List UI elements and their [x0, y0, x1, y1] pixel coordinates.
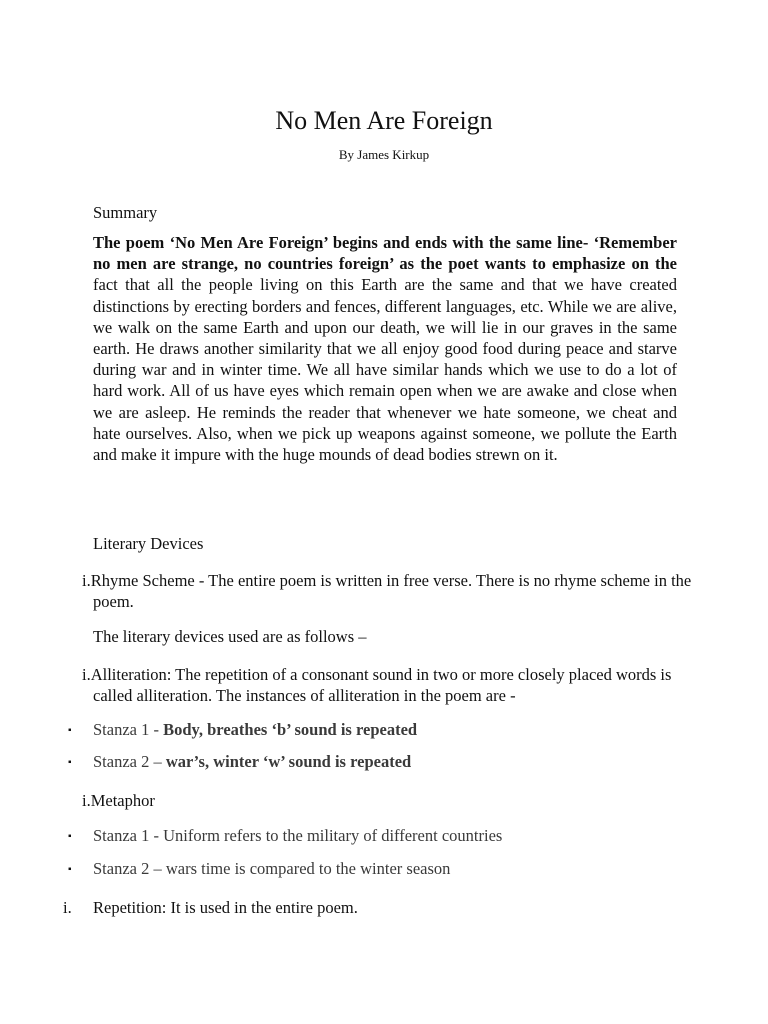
bullet-emphasis: war’s, winter ‘w’ sound is repeated [165, 752, 412, 771]
bullet-text: Stanza 2 – wars time is compared to the winter season [93, 859, 451, 878]
rhyme-scheme-item: i.Rhyme Scheme - The entire poem is written in free verse. There is no rhyme scheme in the poem. [82, 571, 692, 611]
metaphor-item: i.Metaphor [82, 791, 155, 810]
list-number: i. [63, 898, 72, 917]
list-item [68, 858, 450, 881]
repetition-text: Repetition: It is used in the entire poem. [93, 898, 358, 917]
bullet-icon: ▪ [68, 831, 72, 843]
poem-title: No Men Are Foreign [275, 106, 493, 135]
bullet-text: Stanza 1 - Uniform refers to the military of different countries [93, 826, 503, 845]
bullet-icon: ▪ [68, 725, 72, 737]
bullet-icon: ▪ [68, 864, 72, 876]
summary-heading: Summary [93, 203, 158, 222]
literary-devices-heading: Literary Devices [93, 534, 204, 553]
summary-paragraph [93, 232, 677, 465]
summary-body: fact that all the people living on this Earth are the same and that we have created distinctions by erecting borders and fences, different languages, etc. While we are alive, we walk on the same Earth and upon our death, we will lie in our graves in the same earth. He draws another similarity that we all enjoy good food during peace and starve during war and in winter time. We all have similar hands which we use to do a lot of hard work. All of us have eyes which remain open when we are awake and close when we are asleep. He reminds the reader that whenever we hate someone, we cheat and hate ourselves. Also, when we pick up weapons against someone, we pollute the Earth and make it impure with the huge mounds of dead bodies strewn on it. [93, 275, 677, 465]
alliteration-item: i.Alliteration: The repetition of a consonant sound in two or more closely placed words is called alliteration. The instances of alliteration in the poem are - [82, 665, 672, 705]
bullet-prefix: Stanza 2 – [93, 752, 166, 771]
repetition-item [63, 897, 358, 919]
bullet-prefix: Stanza 1 - [93, 720, 164, 739]
list-item [68, 719, 417, 742]
devices-intro: The literary devices used are as follows – [93, 627, 367, 646]
bullet-emphasis: Body, breathes ‘b’ sound is repeated [163, 720, 418, 739]
bullet-icon: ▪ [68, 757, 72, 769]
author-byline: By James Kirkup [338, 147, 430, 162]
list-item [68, 825, 502, 848]
list-item [68, 751, 411, 774]
summary-bold-lead: The poem ‘No Men Are Foreign’ begins and ends with the same line- ‘Remember no men are strange, no countries foreign’ as the poet wants to emphasize on the [93, 233, 677, 274]
